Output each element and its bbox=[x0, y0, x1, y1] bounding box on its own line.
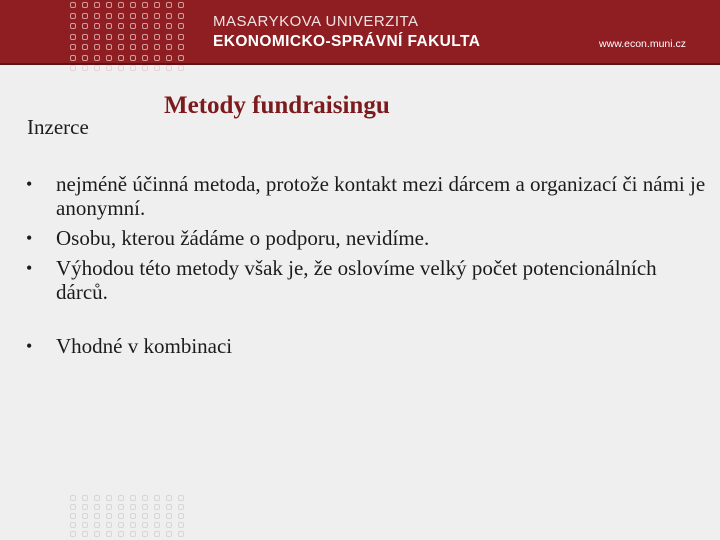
logo-dot bbox=[154, 13, 160, 19]
logo-dot bbox=[106, 504, 112, 510]
logo-dot bbox=[106, 44, 112, 50]
logo-dot bbox=[70, 44, 76, 50]
logo-dot bbox=[178, 504, 184, 510]
logo-dot bbox=[70, 522, 76, 528]
logo-dot bbox=[70, 13, 76, 19]
faculty-name: EKONOMICKO-SPRÁVNÍ FAKULTA bbox=[213, 33, 481, 50]
logo-dot bbox=[142, 13, 148, 19]
logo-dot bbox=[142, 522, 148, 528]
logo-dot bbox=[70, 55, 76, 61]
logo-dot bbox=[118, 13, 124, 19]
logo-dot bbox=[82, 495, 88, 501]
logo-dot bbox=[166, 55, 172, 61]
logo-dot bbox=[94, 44, 100, 50]
logo-dot bbox=[166, 34, 172, 40]
logo-dot bbox=[82, 65, 88, 71]
header-divider bbox=[0, 63, 720, 65]
logo-dot bbox=[178, 55, 184, 61]
logo-dot bbox=[142, 34, 148, 40]
logo-dot bbox=[142, 495, 148, 501]
logo-dot bbox=[106, 34, 112, 40]
logo-dot bbox=[178, 522, 184, 528]
logo-dot bbox=[154, 23, 160, 29]
logo-dot bbox=[130, 13, 136, 19]
logo-dot bbox=[118, 513, 124, 519]
logo-dot bbox=[178, 34, 184, 40]
logo-dot bbox=[106, 65, 112, 71]
logo-dot bbox=[142, 44, 148, 50]
logo-dot bbox=[94, 504, 100, 510]
logo-dot bbox=[142, 513, 148, 519]
logo-dot bbox=[94, 495, 100, 501]
header-bar bbox=[0, 0, 720, 63]
logo-dot bbox=[106, 522, 112, 528]
logo-dot bbox=[178, 23, 184, 29]
logo-dot bbox=[130, 44, 136, 50]
logo-dot bbox=[142, 2, 148, 8]
logo-dot bbox=[130, 2, 136, 8]
logo-dot bbox=[178, 531, 184, 537]
logo-dot bbox=[94, 34, 100, 40]
logo-dot bbox=[70, 531, 76, 537]
logo-dot bbox=[154, 2, 160, 8]
logo-dot bbox=[70, 23, 76, 29]
logo-dot bbox=[166, 513, 172, 519]
logo-dot bbox=[70, 65, 76, 71]
logo-dot bbox=[118, 2, 124, 8]
logo-dot bbox=[178, 65, 184, 71]
logo-dot bbox=[94, 13, 100, 19]
logo-dot bbox=[142, 504, 148, 510]
logo-dot bbox=[70, 513, 76, 519]
logo-dot bbox=[70, 495, 76, 501]
logo-dot bbox=[106, 13, 112, 19]
logo-dot bbox=[70, 34, 76, 40]
logo-dot bbox=[166, 522, 172, 528]
logo-dot bbox=[142, 55, 148, 61]
logo-dot bbox=[70, 2, 76, 8]
logo-dot bbox=[154, 513, 160, 519]
university-logo-icon bbox=[70, 2, 190, 78]
logo-dot bbox=[94, 23, 100, 29]
logo-dot bbox=[130, 23, 136, 29]
logo-dot bbox=[154, 495, 160, 501]
logo-dot bbox=[166, 13, 172, 19]
logo-dot bbox=[106, 23, 112, 29]
logo-dot bbox=[130, 495, 136, 501]
logo-dot bbox=[178, 44, 184, 50]
logo-dot bbox=[94, 2, 100, 8]
logo-dot bbox=[130, 504, 136, 510]
logo-dot bbox=[154, 531, 160, 537]
logo-dot bbox=[82, 513, 88, 519]
logo-dot bbox=[178, 13, 184, 19]
decorative-pattern-icon bbox=[70, 495, 190, 540]
logo-dot bbox=[130, 513, 136, 519]
logo-dot bbox=[118, 531, 124, 537]
logo-dot bbox=[166, 504, 172, 510]
logo-dot bbox=[106, 513, 112, 519]
logo-dot bbox=[70, 504, 76, 510]
logo-dot bbox=[94, 65, 100, 71]
logo-dot bbox=[94, 522, 100, 528]
logo-dot bbox=[166, 2, 172, 8]
logo-dot bbox=[178, 2, 184, 8]
logo-dot bbox=[118, 23, 124, 29]
logo-dot bbox=[82, 531, 88, 537]
bullet-list bbox=[26, 172, 706, 364]
logo-dot bbox=[130, 34, 136, 40]
logo-dot bbox=[154, 55, 160, 61]
logo-dot bbox=[118, 522, 124, 528]
logo-dot bbox=[130, 531, 136, 537]
logo-dot bbox=[154, 44, 160, 50]
logo-dot bbox=[130, 65, 136, 71]
logo-dot bbox=[118, 55, 124, 61]
logo-dot bbox=[82, 44, 88, 50]
bullet-item: • Vhodné v kombinaci bbox=[26, 334, 706, 358]
logo-dot bbox=[142, 531, 148, 537]
logo-dot bbox=[82, 522, 88, 528]
website-url[interactable]: www.econ.muni.cz bbox=[599, 38, 686, 50]
logo-dot bbox=[82, 504, 88, 510]
logo-dot bbox=[118, 504, 124, 510]
logo-dot bbox=[154, 34, 160, 40]
logo-dot bbox=[94, 513, 100, 519]
logo-dot bbox=[142, 65, 148, 71]
logo-dot bbox=[178, 513, 184, 519]
logo-dot bbox=[166, 23, 172, 29]
logo-dot bbox=[94, 531, 100, 537]
bullet-item: • Osobu, kterou žádáme o podporu, nevidíme. bbox=[26, 226, 706, 250]
university-name: MASARYKOVA UNIVERZITA bbox=[213, 13, 419, 30]
logo-dot bbox=[130, 55, 136, 61]
logo-dot bbox=[106, 2, 112, 8]
logo-dot bbox=[118, 44, 124, 50]
logo-dot bbox=[154, 504, 160, 510]
section-label: Inzerce bbox=[27, 115, 89, 139]
logo-dot bbox=[82, 13, 88, 19]
bullet-item: • nejméně účinná metoda, protože kontakt mezi dárcem a organizací či námi je anonymní. bbox=[26, 172, 706, 220]
logo-dot bbox=[166, 44, 172, 50]
logo-dot bbox=[166, 531, 172, 537]
logo-dot bbox=[106, 531, 112, 537]
logo-dot bbox=[166, 65, 172, 71]
logo-dot bbox=[154, 65, 160, 71]
logo-dot bbox=[118, 34, 124, 40]
logo-dot bbox=[82, 34, 88, 40]
logo-dot bbox=[82, 2, 88, 8]
logo-dot bbox=[106, 495, 112, 501]
logo-dot bbox=[82, 55, 88, 61]
logo-dot bbox=[142, 23, 148, 29]
logo-dot bbox=[178, 495, 184, 501]
logo-dot bbox=[166, 495, 172, 501]
logo-dot bbox=[106, 55, 112, 61]
bullet-item: • Výhodou této metody však je, že oslovíme velký počet potencionálních dárců. bbox=[26, 256, 706, 304]
logo-dot bbox=[130, 522, 136, 528]
logo-dot bbox=[94, 55, 100, 61]
logo-dot bbox=[118, 65, 124, 71]
logo-dot bbox=[118, 495, 124, 501]
logo-dot bbox=[154, 522, 160, 528]
slide-title: Metody fundraisingu bbox=[164, 92, 390, 119]
logo-dot bbox=[82, 23, 88, 29]
